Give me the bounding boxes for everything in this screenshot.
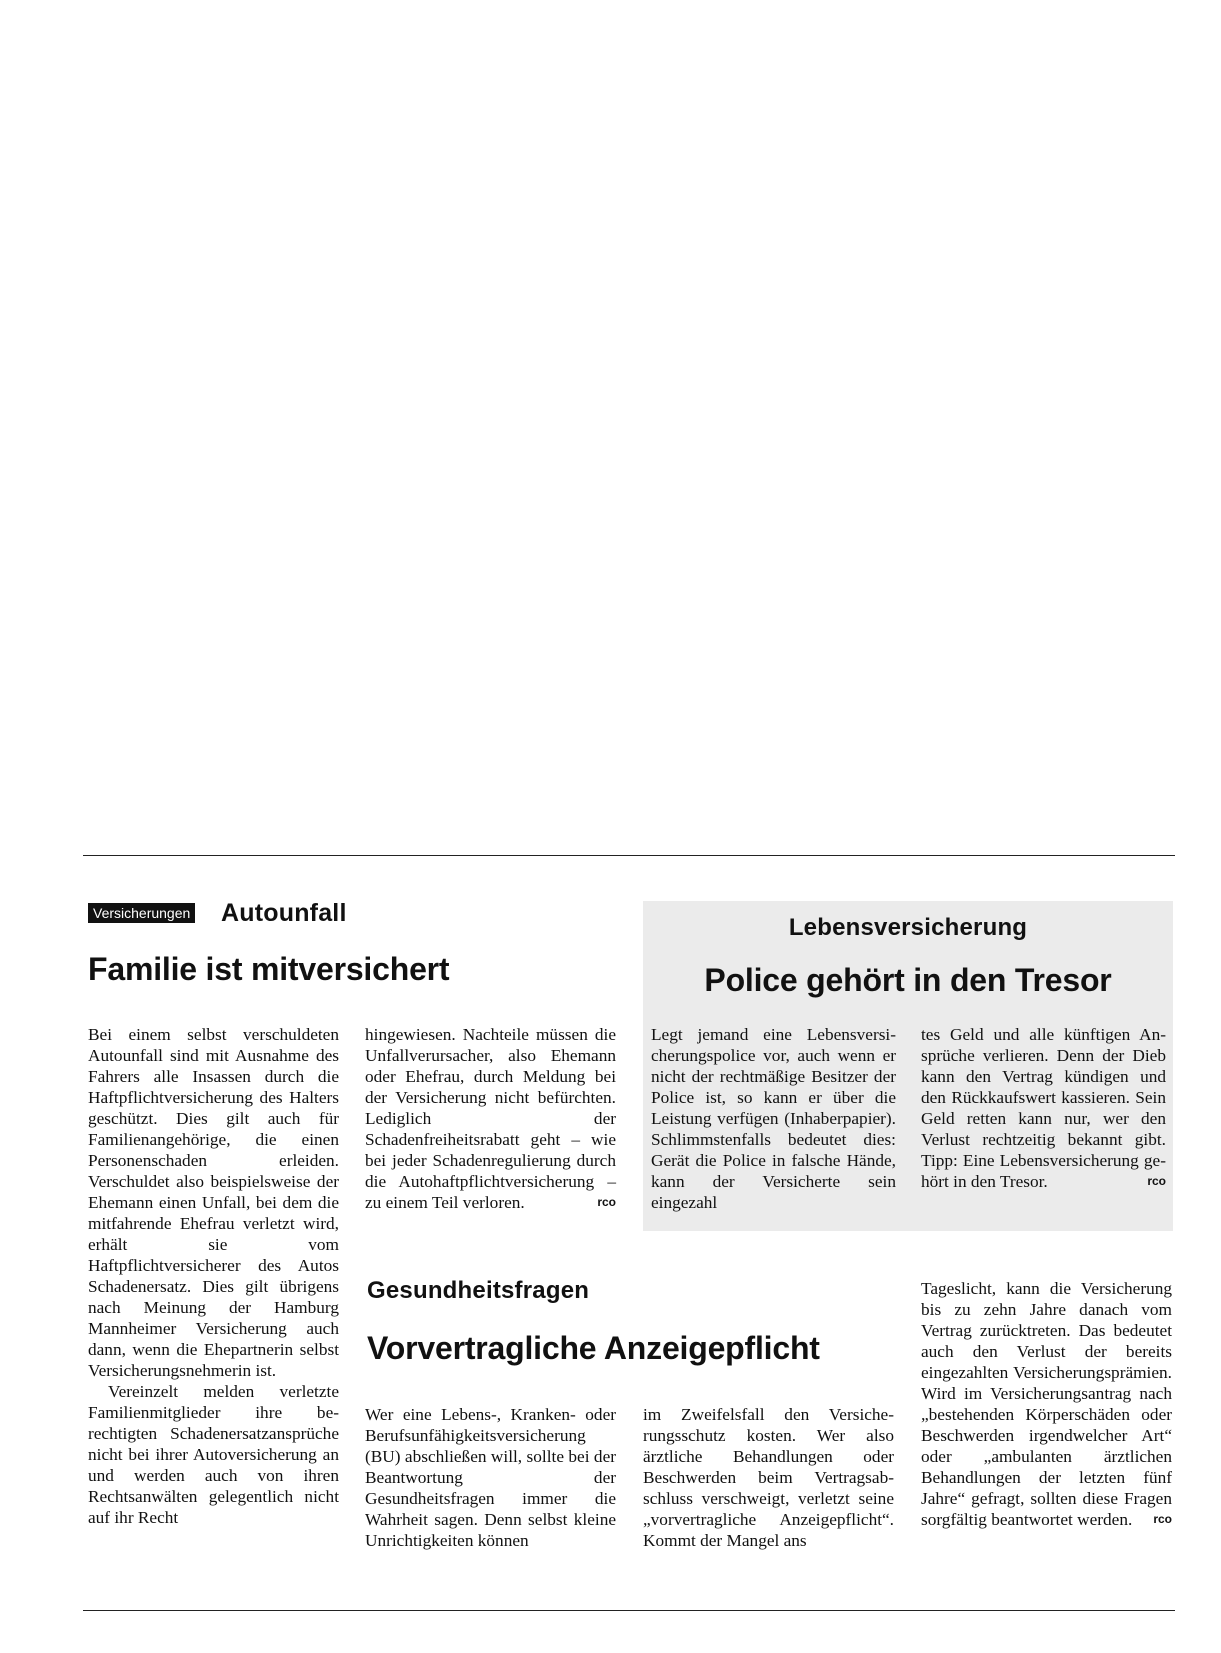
article2-column-2 <box>921 1024 1166 1192</box>
top-rule <box>83 855 1175 856</box>
article3-column-3-text: Tageslicht, kann die Versicherung bis zu zehn Jahre danach vom Vertrag zurücktreten. Das bedeutet auch den Verlust der bereits eingezahlten Versicherungsprämien. Wird im Versicherungsantrag nach „bestehenden Körperschäden oder Beschwerden irgendwelcher Art“ oder „ambulanten ärztlichen Behandlungen der letzten fünf Jahre“ gefragt, sollten diese Fragen sorgfältig beantwortet werden. <box>921 1279 1172 1529</box>
article2-signature: rco <box>1147 1174 1166 1188</box>
article1-headline: Familie ist mitversichert <box>88 951 450 987</box>
article1-column-2-text: hingewiesen. Nachteile müssen die Unfallverursacher, also Ehemann oder Ehefrau, durch Meldung bei der Versicherung nicht befürchten. Lediglich der Schadenfreiheitsrabatt geht – wie bei jeder Schadenregulierung durch die Autohaftpflichtversicherung – zu einem Teil verloren. <box>365 1025 616 1212</box>
article3-headline: Vorvertragliche Anzeigepflicht <box>367 1330 820 1366</box>
article3-kicker: Gesundheitsfragen <box>367 1277 590 1304</box>
article1-signature: rco <box>597 1195 616 1209</box>
article1-paragraph-1: Bei einem selbst verschuldeten Autounfall sind mit Ausnahme des Fahrers alle Insassen durch die Haftpflichtversicherung des Halters geschützt. Dies gilt auch für Familienangehörige, die einen Personenschaden erleiden. Verschuldet also beispielsweise der Ehemann einen Unfall, bei dem die mitfahrende Ehefrau verletzt wird, erhält sie vom Haftpflichtversicherer des Autos Schadenersatz. Dies gilt übrigens nach Meinung der Hamburg Mannheimer Versicherung auch dann, wenn die Ehepartnerin selbst Versicherungsnehmerin ist. <box>88 1025 339 1380</box>
article1-paragraph-2: Vereinzelt melden verletzte Familienmitglieder ihre berechtigten Schadenersatzansprüche nicht bei ihrer Autoversicherung an und werden auch von ihren Rechtsanwälten gelegentlich nicht auf ihr Recht <box>88 1382 339 1527</box>
article1-column-1 <box>88 1024 339 1528</box>
article3-column-2 <box>643 1404 894 1551</box>
article1-kicker: Autounfall <box>221 899 347 927</box>
article2-headline: Police gehört in den Tresor <box>704 962 1112 998</box>
article3-column-1 <box>365 1404 616 1551</box>
article2-column-1-text: Legt jemand eine Lebensversicherungspolice vor, auch wenn er nicht der rechtmäßige Besitzer der Police ist, so kann er über die Leistung verfügen (Inhaberpapier). Schlimmstenfalls bedeutet dies: Gerät die Police in falsche Hände, kann der Versicherte sein eingezahl <box>651 1025 896 1212</box>
article2-column-1 <box>651 1024 896 1213</box>
article1-column-2 <box>365 1024 616 1213</box>
article2-kicker: Lebensversicherung <box>788 914 1028 941</box>
article3-column-1-text: Wer eine Lebens-, Kranken- oder Berufsunfähigkeitsversicherung (BU) abschließen will, sollte bei der Beantwortung der Gesundheitsfragen immer die Wahrheit sagen. Denn selbst kleine Unrichtigkeiten können <box>365 1405 616 1550</box>
bottom-rule <box>83 1610 1175 1611</box>
article3-column-2-text: im Zweifelsfall den Versicherungsschutz kosten. Wer also ärztliche Behandlungen oder Beschwerden beim Vertragsabschluss verschweigt, verletzt seine „vorvertragliche Anzeigepflicht“. Kommt der Mangel ans <box>643 1405 894 1550</box>
article3-column-3 <box>921 1278 1172 1530</box>
article3-signature: rco <box>1153 1512 1172 1526</box>
article2-column-2-text: tes Geld und alle künftigen Ansprüche verlieren. Denn der Dieb kann den Vertrag kündigen und den Rückkaufswert kassieren. Sein Geld retten kann nur, wer den Verlust rechtzeitig bekannt gibt. Tipp: Eine Lebensversicherung gehört in den Tresor. <box>921 1025 1166 1191</box>
section-tag: Versicherungen <box>88 903 195 923</box>
